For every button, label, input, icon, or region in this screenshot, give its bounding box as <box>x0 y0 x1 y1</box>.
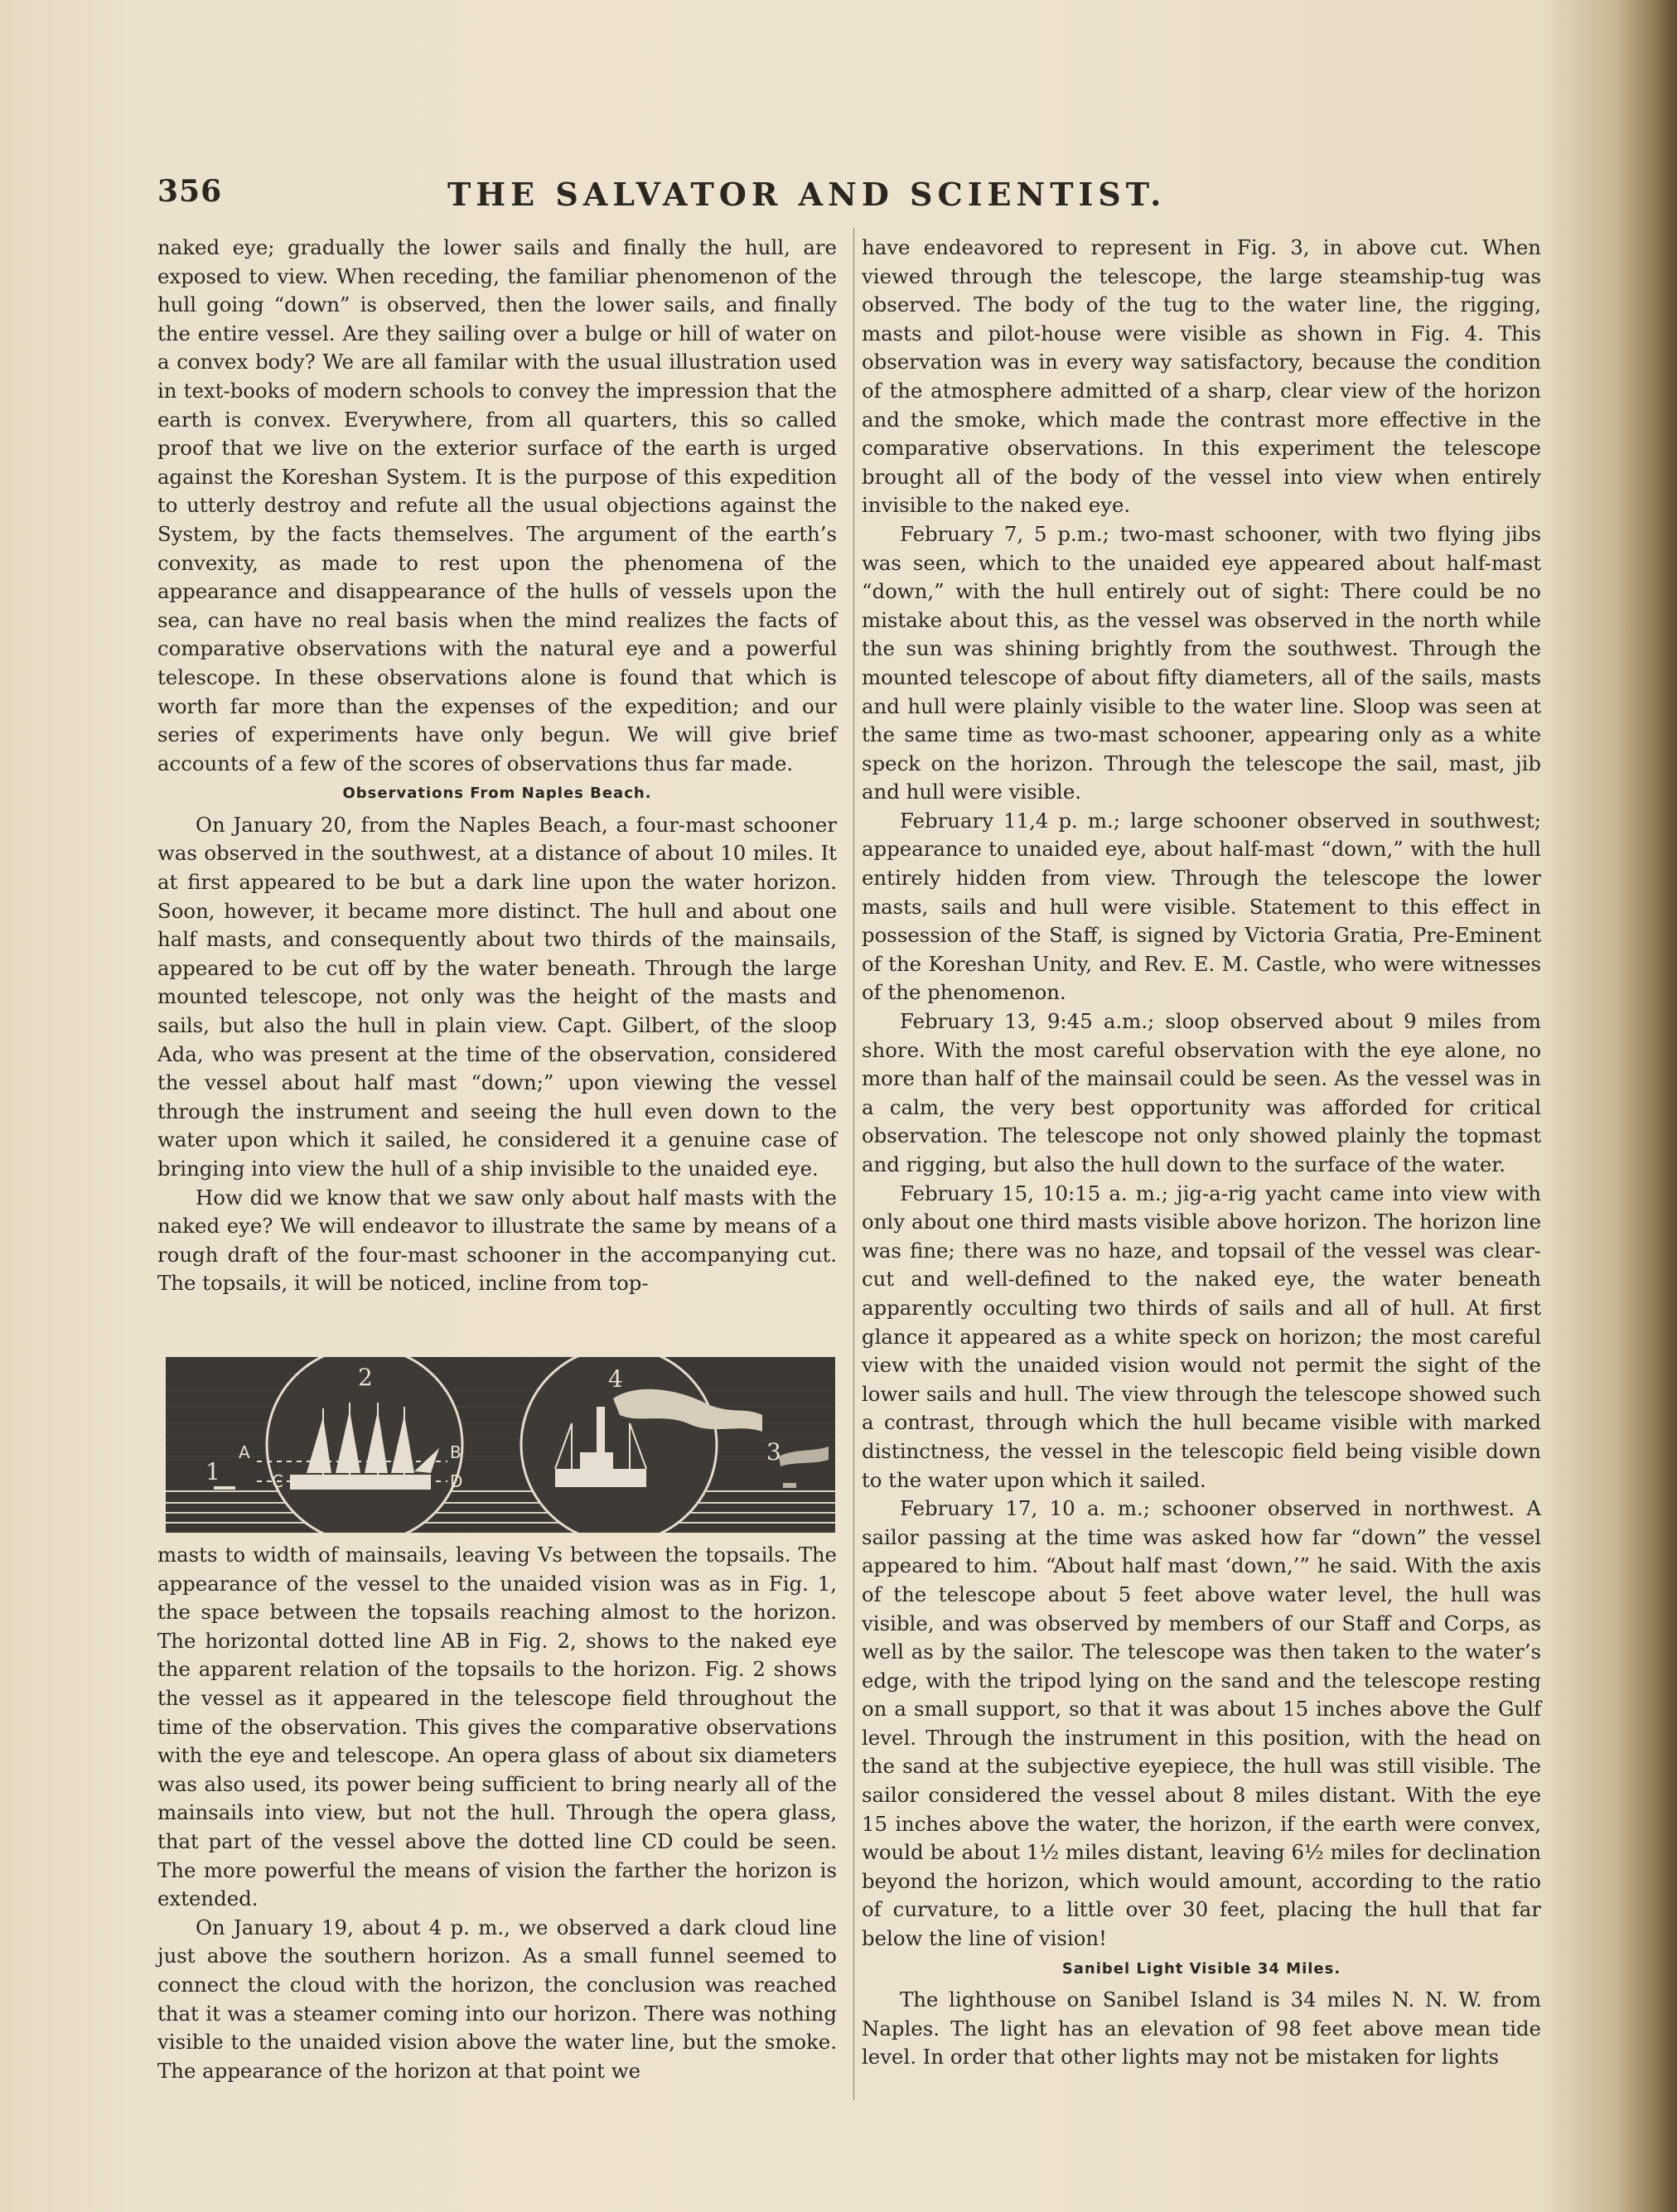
figure-label-b: B <box>450 1442 462 1462</box>
engraving-svg <box>166 1357 835 1533</box>
figure-label-d: D <box>450 1471 463 1491</box>
left-paragraph-1: naked eye; gradually the lower sails and finally the hull, are exposed to view. When receding, the familiar phenomenon of the hull going “down” is observed, then the lower sails, and finally the entire vessel. Are they sailing over a bulge or hill of water on a convex body? We are all familar with the usual illustration used in text-books of modern schools to convey the impression that the earth is convex. Everywhere, from all quarters, this so called proof that we live on the exterior surface of the earth is urged against the Koreshan System. It is the purpose of this expedition to utterly destroy and refute all the usual objections against the System, by the facts themselves. The argument of the earth’s convexity, as made to rest upon the phenomena of the appearance and disappearance of the hulls of vessels upon the sea, can have no real basis when the mind realizes the facts of comparative observations with the natural eye and a powerful telescope. In these observations alone is found that which is worth far more than the expenses of the expedition; and our series of experiments have only begun. We will give brief accounts of a few of the scores of observations thus far made. <box>157 235 837 775</box>
column-divider <box>853 228 854 2100</box>
right-paragraph-3: February 11,4 p. m.; large schooner observed in southwest; appearance to unaided eye, about half-mast “down,” with the hull entirely hidden from view. Through the telescope the lower masts, sails and hull were visible. Statement to this effect in possession of the Staff, is signed by Victoria Gratia, Pre-Eminent of the Koreshan Unity, and Rev. E. M. Castle, who were witnesses of the phenomenon. <box>862 808 1541 1005</box>
figure-label-c: C <box>272 1471 283 1491</box>
right-paragraph-4: February 13, 9:45 a.m.; sloop observed about 9 miles from shore. With the most careful observation with the eye alone, no more than half of the mainsail could be seen. As the vessel was in a calm, the very best opportunity was afforded for critical observation. The telescope not only showed plainly the topmast and rigging, but also the hull down to the surface of the water. <box>862 1009 1541 1176</box>
figure-label-4: 4 <box>608 1365 623 1393</box>
right-column <box>862 234 1541 2072</box>
book-spine-shadow <box>1619 0 1677 2212</box>
figure-label-1: 1 <box>205 1458 220 1485</box>
right-paragraph-2: February 7, 5 p.m.; two-mast schooner, with two flying jibs was seen, which to the unaided eye appeared about half-mast “down,” with the hull entirely out of sight: There could be no mistake about this, as the vessel was observed in the north while the sun was shining brightly from the southwest. Through the mounted telescope of about fifty diameters, all of the sails, masts and hull were plainly visible to the water line. Sloop was seen at the same time as two-mast schooner, appearing only as a white speck on the horizon. Through the telescope the sail, mast, jib and hull were visible. <box>862 521 1541 804</box>
right-paragraph-7: The lighthouse on Sanibel Island is 34 miles N. N. W. from Naples. The light has an elevation of 98 feet above mean tide level. In order that other lights may not be mistaken for lights <box>862 1987 1541 2070</box>
section-heading-naples: Observations From Naples Beach. <box>342 785 652 803</box>
right-paragraph-5: February 15, 10:15 a. m.; jig-a-rig yacht came into view with only about one third masts visible above horizon. The horizon line was fine; there was no haze, and topsail of the vessel was clear-cut and well-defined to the naked eye, the water beneath apparently occulting two thirds of sails and all of hull. At first glance it appeared as a white speck on horizon; the most careful view with the unaided vision would not permit the sight of the lower sails and hull. The view through the telescope showed such a contrast, through which the hull became visible with marked distinctness, the vessel in the telescopic field being visible down to the water upon which it sailed. <box>862 1181 1541 1492</box>
right-paragraph-1: have endeavored to represent in Fig. 3, in above cut. When viewed through the telescope, the large steamship-tug was observed. The body of the tug to the water line, the rigging, masts and pilot-house were visible as shown in Fig. 4. This observation was in every way satisfactory, because the condition of the atmosphere admitted of a sharp, clear view of the horizon and the smoke, which made the contrast more effective in the comparative observations. In this experiment the telescope brought all of the body of the vessel into view when entirely invisible to the naked eye. <box>862 235 1541 518</box>
figure-label-3: 3 <box>766 1438 781 1466</box>
figure-label-2: 2 <box>358 1364 373 1391</box>
left-paragraph-4: masts to width of mainsails, leaving Vs between the topsails. The appearance of the vessel to the unaided vision was as in Fig. 1, the space between the topsails reaching almost to the horizon. The horizontal dotted line AB in Fig. 2, shows to the naked eye the apparent relation of the topsails to the horizon. Fig. 2 shows the vessel as it appeared in the telescope field throughout the time of the observation. This gives the comparative observations with the eye and telescope. An opera glass of about six diameters was also used, its power being sufficient to bring nearly all of the mainsails into view, but not the hull. Through the opera glass, that part of the vessel above the dotted line CD could be seen. The more powerful the means of vision the farther the horizon is extended. <box>157 1543 837 1911</box>
engraving-figure <box>166 1357 835 1533</box>
page-number: 356 <box>157 174 223 209</box>
left-paragraph-3: How did we know that we saw only about half masts with the naked eye? We will endeavor to illustrate the same by means of a rough draft of the four-mast schooner in the accompanying cut. The topsails, it will be noticed, incline from top- <box>157 1185 837 1296</box>
page-header <box>157 174 1541 215</box>
left-column <box>157 234 837 1298</box>
left-paragraph-2: On January 20, from the Naples Beach, a four-mast schooner was observed in the southwest, at a distance of about 10 miles. It at first appeared to be but a dark line upon the water horizon. Soon, however, it became more distinct. The hull and about one half masts, and consequently about two thirds of the mainsails, appeared to be cut off by the water beneath. Through the large mounted telescope, not only was the height of the masts and sails, but also the hull in plain view. Capt. Gilbert, of the sloop Ada, who was present at the time of the observation, considered the vessel about half mast “down;” upon viewing the vessel through the instrument and seeing the hull even down to the water upon which it sailed, he considered it a genuine case of bringing into view the hull of a ship invisible to the unaided eye. <box>157 812 837 1181</box>
right-paragraph-6: February 17, 10 a. m.; schooner observed in northwest. A sailor passing at the time was asked how far “down” the vessel appeared to him. “About half mast ‘down,’” he said. With the axis of the telescope about 5 feet above water level, the hull was visible, and was observed by members of our Staff and Corps, as well as by the sailor. The telescope was then taken to the water’s edge, with the tripod lying on the sand and the telescope resting on a small support, so that it was about 15 inches above the Gulf level. Through the instrument in this position, with the head on the sand at the subjective eyepiece, the hull was still visible. The sailor considered the vessel about 8 miles distant. With the eye 15 inches above the water, the horizon, if the earth were convex, would be about 1½ miles distant, leaving 6½ miles for declination beyond the horizon, which would amount, according to the ratio of curvature, to a little over 30 feet, placing the hull that far below the line of vision! <box>862 1496 1541 1951</box>
left-paragraph-5: On January 19, about 4 p. m., we observed a dark cloud line just above the southern horizon. As a small funnel seemed to connect the cloud with the horizon, the conclusion was reached that it was a steamer coming into our horizon. There was nothing visible to the unaided vision above the water line, but the smoke. The appearance of the horizon at that point we <box>157 1915 837 2083</box>
running-title: THE SALVATOR AND SCIENTIST. <box>447 176 1167 213</box>
left-column-lower <box>157 1541 837 2085</box>
figure-label-a: A <box>239 1442 250 1462</box>
section-heading-sanibel: Sanibel Light Visible 34 Miles. <box>1061 1959 1341 1978</box>
